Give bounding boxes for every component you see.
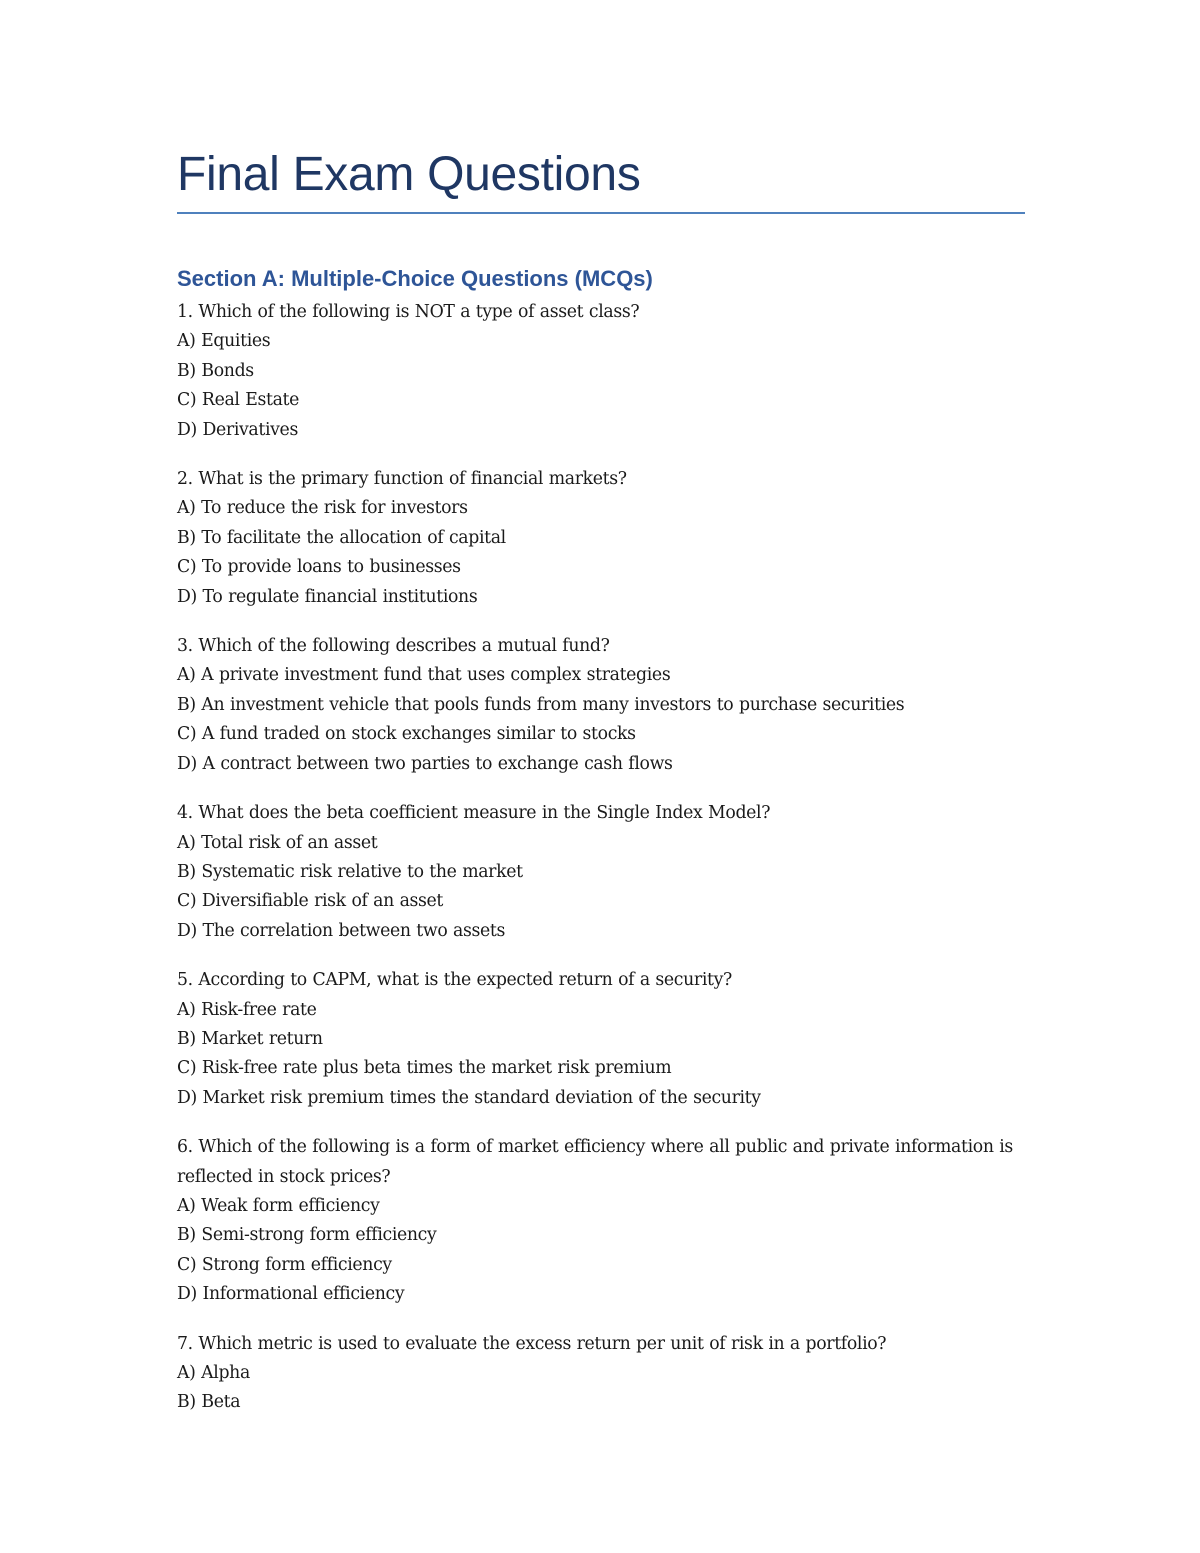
question-item-2: [177, 465, 1025, 612]
question-text: 2. What is the primary function of financial markets?: [177, 469, 627, 490]
question-item-5: [177, 966, 1025, 1113]
answer-option: A) Equities: [177, 331, 271, 352]
option-list: [177, 327, 1025, 445]
question-item-4: [177, 799, 1025, 946]
question-text: 4. What does the beta coefficient measure in the Single Index Model?: [177, 803, 771, 824]
answer-option: C) Risk-free rate plus beta times the market risk premium: [177, 1058, 672, 1079]
document-title: Final Exam Questions: [177, 148, 641, 201]
option-list: [177, 996, 1025, 1114]
answer-option: D) The correlation between two assets: [177, 920, 505, 941]
option-list: [177, 829, 1025, 947]
question-text: 1. Which of the following is NOT a type of asset class?: [177, 302, 640, 322]
answer-option: D) Market risk premium times the standard deviation of the security: [177, 1087, 761, 1108]
question-text: 3. Which of the following describes a mutual fund?: [177, 636, 610, 657]
answer-option: B) Beta: [177, 1392, 241, 1413]
answer-option: A) Weak form efficiency: [177, 1195, 380, 1216]
answer-option: C) A fund traded on stock exchanges similar to stocks: [177, 724, 636, 745]
option-list: [177, 494, 1025, 612]
option-list: [177, 1359, 1025, 1418]
question-item-6: [177, 1133, 1025, 1309]
question-list: [177, 298, 1025, 1418]
answer-option: B) Systematic risk relative to the market: [177, 861, 523, 882]
document-body: [177, 140, 1025, 1438]
answer-option: D) A contract between two parties to exchange cash flows: [177, 753, 673, 774]
answer-option: B) An investment vehicle that pools funds from many investors to purchase securities: [177, 694, 905, 715]
answer-option: D) Derivatives: [177, 419, 298, 440]
question-text: 5. According to CAPM, what is the expected return of a security?: [177, 970, 732, 991]
option-list: [177, 661, 1025, 779]
answer-option: A) Risk-free rate: [177, 999, 317, 1020]
option-list: [177, 1192, 1025, 1310]
question-text: 6. Which of the following is a form of market efficiency where all public and private information is reflected in stock prices?: [177, 1137, 1013, 1187]
answer-option: D) Informational efficiency: [177, 1284, 405, 1305]
title-underline: [177, 212, 1025, 214]
answer-option: A) Alpha: [177, 1363, 250, 1383]
question-text: 7. Which metric is used to evaluate the excess return per unit of risk in a portfolio?: [177, 1333, 887, 1354]
answer-option: B) Bonds: [177, 360, 254, 381]
answer-option: A) A private investment fund that uses complex strategies: [177, 665, 671, 686]
answer-option: C) To provide loans to businesses: [177, 557, 461, 578]
answer-option: A) Total risk of an asset: [177, 832, 378, 853]
question-item-1: [177, 298, 1025, 445]
answer-option: B) To facilitate the allocation of capital: [177, 527, 506, 548]
question-item-7: [177, 1330, 1025, 1418]
question-item-3: [177, 632, 1025, 779]
answer-option: A) To reduce the risk for investors: [177, 498, 468, 519]
answer-option: C) Diversifiable risk of an asset: [177, 891, 444, 912]
answer-option: C) Strong form efficiency: [177, 1254, 392, 1275]
section-heading: Section A: Multiple-Choice Questions (MCQs): [177, 266, 653, 291]
answer-option: B) Semi-strong form efficiency: [177, 1225, 437, 1246]
answer-option: D) To regulate financial institutions: [177, 586, 478, 607]
answer-option: B) Market return: [177, 1028, 323, 1049]
answer-option: C) Real Estate: [177, 390, 300, 411]
